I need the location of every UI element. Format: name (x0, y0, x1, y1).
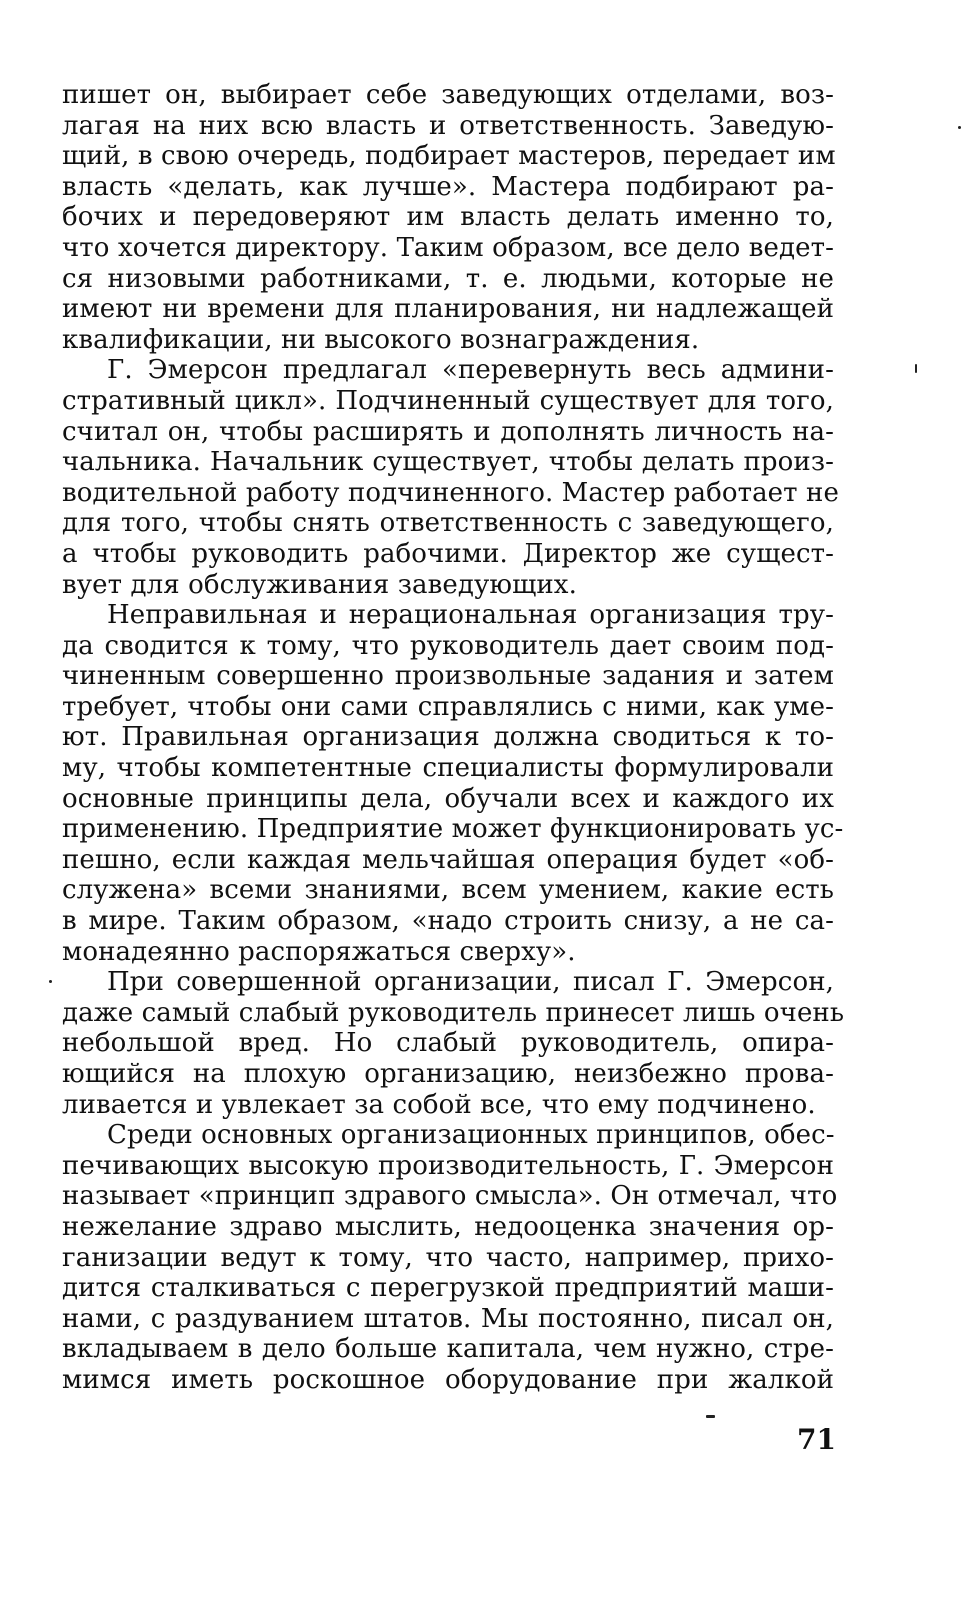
text-line: мимся иметь роскошное оборудование при жалкой (62, 1364, 834, 1395)
text-line: печивающих высокую производительность, Г. Эмерсон (62, 1150, 834, 1181)
paragraph-first-line: При совершенной организации, писал Г. Эмерсон, (107, 967, 834, 998)
text-line: чальника. Начальник существует, чтобы делать произ- (62, 447, 834, 478)
text-line: ся низовыми работниками, т. е. людьми, которые не (62, 263, 834, 294)
text-line: считал он, чтобы расширять и дополнять личность на- (62, 416, 834, 447)
text-line: щий, в свою очередь, подбирает мастеров, передает им (62, 141, 836, 172)
paragraph-last-line: ливается и увлекает за собой все, что ему подчинено. (62, 1089, 816, 1120)
scan-speck (706, 1415, 715, 1418)
text-line: пешно, если каждая мельчайшая операция будет «об- (62, 844, 834, 875)
text-line: ют. Правильная организация должна сводиться к то- (62, 722, 834, 753)
text-line: нежелание здраво мыслить, недооценка значения ор- (62, 1211, 834, 1242)
text-line: а чтобы руководить рабочими. Директор же сущест- (62, 538, 834, 569)
text-line: применению. Предприятие может функционировать ус- (62, 814, 844, 845)
text-line: называет «принцип здравого смысла». Он отмечал, что (62, 1181, 838, 1212)
paragraph-first-line: Неправильная и нерациональная организация тру- (107, 600, 834, 631)
text-line: стративный цикл». Подчиненный существует для того, (62, 385, 834, 416)
text-line: чиненным совершенно произвольные задания и затем (62, 661, 834, 692)
text-line: власть «делать, как лучше». Мастера подбирают ра- (62, 171, 834, 202)
text-line: ющийся на плохую организацию, неизбежно прова- (62, 1059, 834, 1089)
text-line: даже самый слабый руководитель принесет лишь очень (62, 997, 845, 1028)
text-line: в мире. Таким образом, «надо строить снизу, а не са- (62, 906, 834, 937)
text-line: имеют ни времени для планирования, ни надлежащей (62, 294, 834, 325)
text-line: лагая на них всю власть и ответственность. Заведую- (62, 110, 834, 141)
text-line: ганизации ведут к тому, что часто, например, прихо- (62, 1242, 834, 1273)
body-text (62, 80, 845, 1396)
paragraph-first-line: Среди основных организационных принципов, обес- (107, 1120, 835, 1151)
paragraph-first-line: Г. Эмерсон предлагал «перевернуть весь админи- (107, 355, 834, 386)
paragraph-last-line: вует для обслуживания заведующих. (62, 569, 577, 600)
text-line: водительной работу подчиненного. Мастер работает не (62, 477, 839, 508)
text-line: для того, чтобы снять ответственность с заведующего, (62, 508, 834, 539)
scan-speck (49, 980, 52, 983)
text-line: нами, с раздуванием штатов. Мы постоянно, писал он, (62, 1303, 834, 1334)
text-line: небольшой вред. Но слабый руководитель, опира- (62, 1028, 834, 1059)
text-line: что хочется директору. Таким образом, все дело ведет- (62, 232, 834, 263)
text-line: да сводится к тому, что руководитель дает своим под- (62, 630, 834, 661)
paragraph-last-line: монадеянно распоряжаться сверху». (62, 936, 576, 967)
text-line: основные принципы дела, обучали всех и каждого их (62, 783, 834, 814)
text-line: пишет он, выбирает себе заведующих отделами, воз- (62, 80, 834, 110)
text-line: служена» всеми знаниями, всем умением, какие есть (62, 875, 834, 906)
paragraph-last-line: квалификации, ни высокого вознаграждения. (62, 324, 700, 355)
text-line: му, чтобы компетентные специалисты формулировали (62, 753, 834, 784)
text-line: вкладываем в дело больше капитала, чем нужно, стре- (62, 1334, 834, 1365)
page-number: 71 (797, 1423, 836, 1456)
text-line: дится сталкиваться с перегрузкой предприятий маши- (62, 1273, 834, 1304)
text-line: требует, чтобы они сами справлялись с ними, как уме- (62, 691, 834, 722)
text-line: бочих и передоверяют им власть делать именно то, (62, 202, 834, 233)
scan-speck (958, 126, 961, 129)
scan-speck (915, 364, 917, 373)
